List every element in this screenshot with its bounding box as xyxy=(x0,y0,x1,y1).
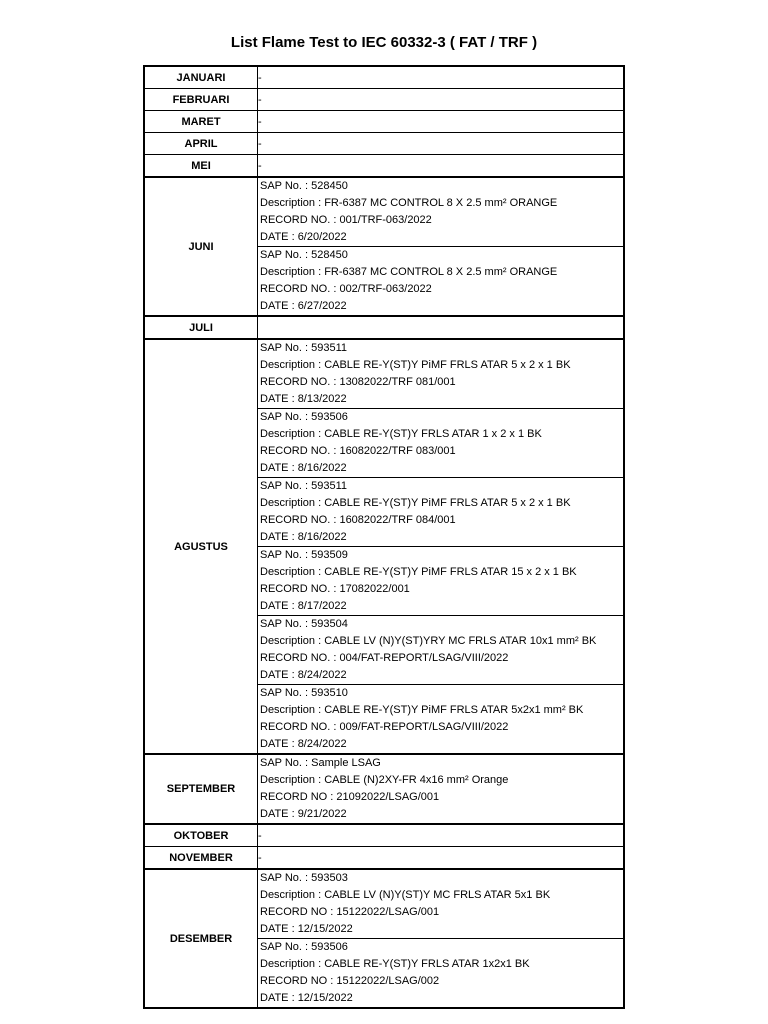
test-record xyxy=(258,870,623,938)
description: Description : CABLE RE-Y(ST)Y FRLS ATAR 1 x 2 x 1 BK xyxy=(260,428,542,440)
record-number: RECORD NO. : 16082022/TRF 083/001 xyxy=(260,445,456,457)
test-record xyxy=(258,246,623,315)
description: Description : CABLE LV (N)Y(ST)YRY MC FRLS ATAR 10x1 mm² BK xyxy=(260,635,597,647)
test-date: DATE : 8/16/2022 xyxy=(260,462,347,474)
month-label: SEPTEMBER xyxy=(144,754,258,824)
record-number: RECORD NO : 21092022/LSAG/001 xyxy=(260,791,440,803)
records-cell xyxy=(258,754,625,824)
sap-number: SAP No. : 593506 xyxy=(260,411,348,423)
test-record xyxy=(258,477,623,546)
month-row xyxy=(144,111,624,133)
sap-number: SAP No. : 593510 xyxy=(260,687,348,699)
month-row xyxy=(144,177,624,316)
records-cell xyxy=(258,869,625,1008)
document-title: List Flame Test to IEC 60332-3 ( FAT / TRF ) xyxy=(230,34,538,51)
record-number: RECORD NO. : 13082022/TRF 081/001 xyxy=(260,376,456,388)
test-date: DATE : 6/20/2022 xyxy=(260,231,347,243)
records-cell xyxy=(258,339,625,754)
month-value: - xyxy=(258,66,625,89)
test-date: DATE : 8/24/2022 xyxy=(260,738,347,750)
sap-number: SAP No. : 528450 xyxy=(260,249,348,261)
month-row xyxy=(144,869,624,1008)
test-record xyxy=(258,684,623,753)
month-label: AGUSTUS xyxy=(144,339,258,754)
description: Description : CABLE RE-Y(ST)Y PiMF FRLS ATAR 5x2x1 mm² BK xyxy=(260,704,584,716)
month-label: MEI xyxy=(144,155,258,178)
description: Description : CABLE RE-Y(ST)Y PiMF FRLS ATAR 5 x 2 x 1 BK xyxy=(260,359,571,371)
flame-test-table xyxy=(143,65,625,1009)
sap-number: SAP No. : 593511 xyxy=(260,342,348,354)
flame-test-table-body xyxy=(144,66,624,1008)
month-value: - xyxy=(258,133,625,155)
sap-number: SAP No. : 528450 xyxy=(260,180,348,192)
month-value: - xyxy=(258,824,625,847)
description: Description : CABLE RE-Y(ST)Y PiMF FRLS ATAR 15 x 2 x 1 BK xyxy=(260,566,577,578)
record-number: RECORD NO. : 16082022/TRF 084/001 xyxy=(260,514,456,526)
month-row xyxy=(144,155,624,178)
test-date: DATE : 9/21/2022 xyxy=(260,808,347,820)
month-label: OKTOBER xyxy=(144,824,258,847)
month-label: JUNI xyxy=(144,177,258,316)
record-number: RECORD NO. : 002/TRF-063/2022 xyxy=(260,283,432,295)
month-label: JANUARI xyxy=(144,66,258,89)
month-value xyxy=(258,316,625,339)
record-number: RECORD NO. : 17082022/001 xyxy=(260,583,410,595)
test-date: DATE : 6/27/2022 xyxy=(260,300,347,312)
month-row xyxy=(144,847,624,870)
description: Description : CABLE LV (N)Y(ST)Y MC FRLS ATAR 5x1 BK xyxy=(260,889,551,901)
test-record xyxy=(258,546,623,615)
test-record xyxy=(258,615,623,684)
record-number: RECORD NO. : 001/TRF-063/2022 xyxy=(260,214,432,226)
month-label: NOVEMBER xyxy=(144,847,258,870)
test-record xyxy=(258,408,623,477)
description: Description : FR-6387 MC CONTROL 8 X 2.5 mm² ORANGE xyxy=(260,197,558,209)
record-number: RECORD NO. : 009/FAT-REPORT/LSAG/VIII/2022 xyxy=(260,721,509,733)
sap-number: SAP No. : 593504 xyxy=(260,618,348,630)
test-record xyxy=(258,755,623,823)
test-record xyxy=(258,938,623,1007)
month-value: - xyxy=(258,89,625,111)
sap-number: SAP No. : 593511 xyxy=(260,480,348,492)
test-record xyxy=(258,178,623,246)
test-date: DATE : 8/24/2022 xyxy=(260,669,347,681)
month-row xyxy=(144,754,624,824)
month-value: - xyxy=(258,155,625,178)
description: Description : FR-6387 MC CONTROL 8 X 2.5 mm² ORANGE xyxy=(260,266,558,278)
test-record xyxy=(258,340,623,408)
month-label: FEBRUARI xyxy=(144,89,258,111)
records-cell xyxy=(258,177,625,316)
month-label: DESEMBER xyxy=(144,869,258,1008)
month-row xyxy=(144,133,624,155)
test-date: DATE : 12/15/2022 xyxy=(260,923,353,935)
description: Description : CABLE RE-Y(ST)Y PiMF FRLS ATAR 5 x 2 x 1 BK xyxy=(260,497,571,509)
test-date: DATE : 8/17/2022 xyxy=(260,600,347,612)
month-value: - xyxy=(258,111,625,133)
record-number: RECORD NO : 15122022/LSAG/002 xyxy=(260,975,440,987)
sap-number: SAP No. : Sample LSAG xyxy=(260,757,381,769)
sap-number: SAP No. : 593509 xyxy=(260,549,348,561)
month-label: APRIL xyxy=(144,133,258,155)
month-label: MARET xyxy=(144,111,258,133)
record-number: RECORD NO : 15122022/LSAG/001 xyxy=(260,906,440,918)
test-date: DATE : 8/13/2022 xyxy=(260,393,347,405)
month-value: - xyxy=(258,847,625,870)
month-row xyxy=(144,89,624,111)
month-row xyxy=(144,824,624,847)
month-label: JULI xyxy=(144,316,258,339)
test-date: DATE : 8/16/2022 xyxy=(260,531,347,543)
sap-number: SAP No. : 593503 xyxy=(260,872,348,884)
sap-number: SAP No. : 593506 xyxy=(260,941,348,953)
month-row xyxy=(144,66,624,89)
test-date: DATE : 12/15/2022 xyxy=(260,992,353,1004)
description: Description : CABLE (N)2XY-FR 4x16 mm² Orange xyxy=(260,774,509,786)
description: Description : CABLE RE-Y(ST)Y FRLS ATAR 1x2x1 BK xyxy=(260,958,530,970)
record-number: RECORD NO. : 004/FAT-REPORT/LSAG/VIII/2022 xyxy=(260,652,509,664)
month-row xyxy=(144,339,624,754)
month-row xyxy=(144,316,624,339)
